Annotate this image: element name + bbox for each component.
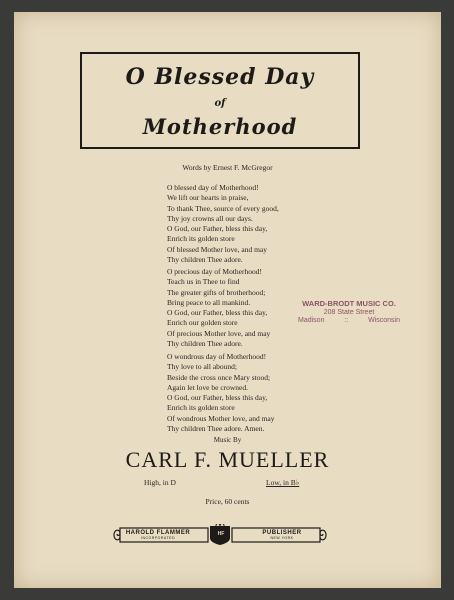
verse-line: We lift our hearts in praise, <box>167 193 249 203</box>
verse-1 <box>167 183 317 265</box>
stamp-city: Madison <box>298 317 325 324</box>
verse-line: Thy children Thee adore. Amen. <box>167 424 265 434</box>
verse-line: Thy children Thee adore. <box>167 339 243 349</box>
verse-line: O wondrous day of Motherhood! <box>167 352 267 361</box>
publisher-name-block <box>118 530 198 540</box>
title-box <box>80 52 360 149</box>
verse-line: O God, our Father, bless this day, <box>167 308 268 318</box>
stamp-name: WARD-BRODT MUSIC CO. <box>302 299 396 308</box>
verse-line: O precious day of Motherhood! <box>167 267 262 276</box>
verse-line: Of wondrous Mother love, and may <box>167 413 275 423</box>
price: Price, 60 cents <box>205 497 250 506</box>
verse-line: Thy love to all abound; <box>167 362 237 372</box>
title-line-3: Motherhood <box>142 114 298 139</box>
words-credit: Words by Ernest F. McGregor <box>182 163 273 172</box>
verse-line: Enrich its golden store <box>167 234 235 244</box>
verse-line: O blessed day of Motherhood! <box>167 183 259 192</box>
title-line-1: O Blessed Day <box>125 64 315 90</box>
verse-line: Enrich its golden store <box>167 403 235 413</box>
sheet-music-cover <box>14 12 441 588</box>
verse-line: Thy children Thee adore. <box>167 255 243 265</box>
voice-high: High, in D <box>144 478 176 487</box>
dealer-stamp <box>294 299 404 324</box>
verse-line: Enrich our golden store <box>167 318 238 328</box>
publisher-role-block <box>242 530 322 540</box>
composer-name: CARL F. MUELLER <box>125 447 330 472</box>
verse-line: Teach us in Thee to find <box>167 277 240 287</box>
publisher-incorporated: INCORPORATED <box>141 536 175 540</box>
publisher-role: PUBLISHER <box>262 530 302 536</box>
verse-line: Thy joy crowns all our days. <box>167 213 253 223</box>
publisher-city: NEW YORK <box>270 536 294 540</box>
stamp-state: Wisconsin <box>368 317 400 324</box>
verse-line: Of blessed Mother love, and may <box>167 244 267 254</box>
verse-line: To thank Thee, source of every good, <box>167 203 279 213</box>
voice-low: Low, in B♭ <box>266 478 300 487</box>
publisher-logo <box>112 524 328 546</box>
stamp-city-row <box>294 317 404 324</box>
verse-line: The greater gifts of brotherhood; <box>167 287 266 297</box>
verse-line: Bring peace to all mankind. <box>167 297 251 307</box>
verse-line: O God, our Father, bless this day, <box>167 393 268 403</box>
music-by-label: Music By <box>213 436 242 444</box>
publisher-monogram: HF <box>217 531 225 537</box>
verse-line: Again let love be crowned. <box>167 382 249 392</box>
publisher-name: HAROLD FLAMMER <box>125 530 191 536</box>
stamp-street: 208 State Street <box>323 309 375 316</box>
stamp-separator: :: <box>344 317 349 324</box>
verse-line: O God, our Father, bless this day, <box>167 224 268 234</box>
verse-3 <box>167 352 317 434</box>
verse-line: Beside the cross once Mary stood; <box>167 372 271 382</box>
title-line-2: of <box>214 98 226 109</box>
verse-line: Of precious Mother love, and may <box>167 328 271 338</box>
